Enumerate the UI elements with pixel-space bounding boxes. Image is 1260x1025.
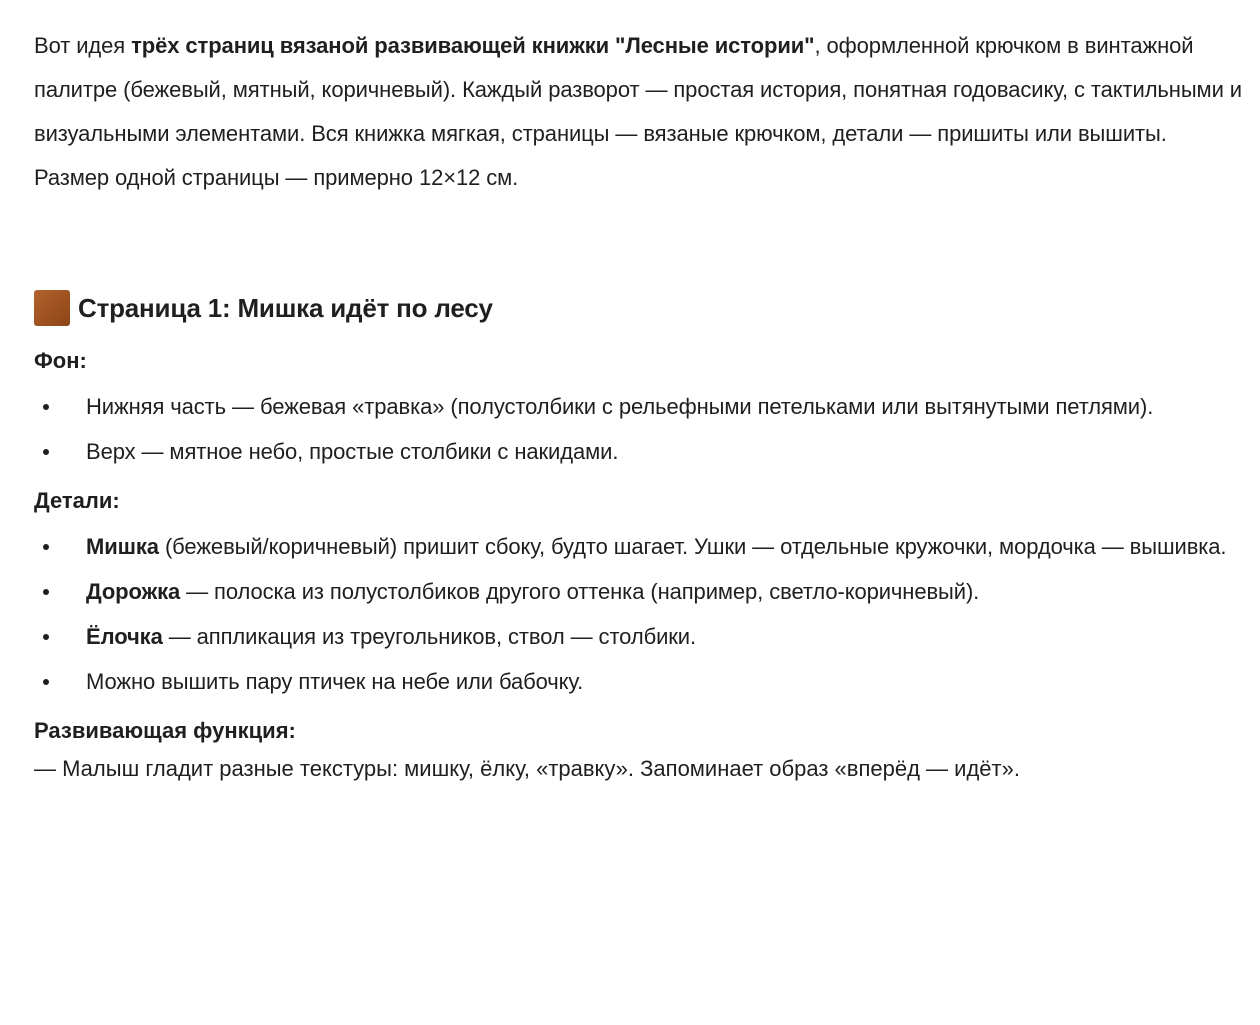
bullet-icon: [43, 544, 49, 550]
bullet-icon: [43, 589, 49, 595]
details-heading: Детали:: [34, 488, 120, 513]
bullet-icon: [43, 449, 49, 455]
function-text: — Малыш гладит разные текстуры: мишку, ёлку, «травку». Запоминает образ «вперёд — идёт».: [34, 756, 1020, 781]
list-item-text: Можно вышить пару птичек на небе или бабочку.: [86, 669, 584, 694]
list-item-text: Верх — мятное небо, простые столбики с накидами.: [86, 439, 619, 464]
list-item-bold: Дорожка: [86, 579, 181, 604]
bullet-icon: [43, 679, 49, 685]
list-item-bold: Ёлочка: [86, 624, 163, 649]
page1-title-text: Страница 1: Мишка идёт по лесу: [78, 293, 493, 323]
list-item-text: Нижняя часть — бежевая «травка» (полустолбики с рельефными петельками или вытянутыми петлями).: [86, 394, 1154, 419]
list-item: [34, 659, 1244, 704]
message-content: [34, 24, 1244, 790]
list-item: [34, 614, 1244, 659]
page1-title: [34, 288, 1244, 328]
list-item: [34, 429, 1244, 474]
list-item-bold: Мишка: [86, 534, 159, 559]
background-list: [34, 384, 1244, 474]
brown-square-icon: [34, 290, 70, 326]
intro-prefix: Вот идея: [34, 33, 132, 58]
intro-paragraph: [34, 24, 1244, 200]
list-item: [34, 384, 1244, 429]
list-item-text: — полоска из полустолбиков другого оттенка (например, светло-коричневый).: [180, 579, 980, 604]
background-heading: Фон:: [34, 348, 87, 373]
intro-suffix: , оформленной крючком в винтажной палитре (бежевый, мятный, коричневый). Каждый разворот — простая история, понятная годовасику, с тактильными и визуальными элементами. Вся книжка мягкая, страницы — вязаные крючком, детали — пришиты или вышиты. Размер одной страницы — примерно 12×12 см.: [34, 33, 1242, 190]
bullet-icon: [43, 404, 49, 410]
list-item-text: (бежевый/коричневый) пришит сбоку, будто шагает. Ушки — отдельные кружочки, мордочка — вышивка.: [158, 534, 1227, 559]
list-item: [34, 569, 1244, 614]
list-item: [34, 524, 1244, 569]
bullet-icon: [43, 634, 49, 640]
list-item-text: — аппликация из треугольников, ствол — столбики.: [162, 624, 696, 649]
details-list: [34, 524, 1244, 704]
intro-bold-title: трёх страниц вязаной развивающей книжки "Лесные истории": [131, 33, 815, 58]
function-heading: Развивающая функция:: [34, 718, 296, 743]
